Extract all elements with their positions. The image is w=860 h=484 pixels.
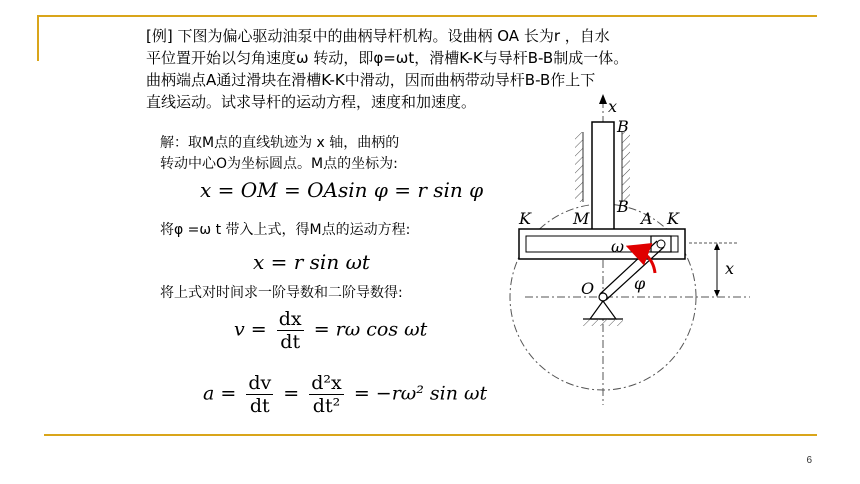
frame-top-border	[37, 15, 817, 17]
label-M: M	[573, 209, 590, 228]
frame-left-border	[37, 15, 39, 61]
equation-motion: x = r sin ωt	[253, 250, 370, 274]
label-K-left: K	[519, 209, 531, 228]
label-phi: φ	[634, 274, 646, 293]
pivot-support-triangle	[590, 301, 616, 319]
solution-line-3: 将φ =ω t 带入上式，得M点的运动方程:	[160, 222, 411, 238]
dimension-arrow-up	[714, 243, 720, 250]
dimension-arrow-down	[714, 290, 720, 297]
x-axis-arrow	[599, 94, 607, 104]
acceleration-numerator-2: d²x	[311, 372, 342, 394]
equals-sign: =	[283, 382, 300, 405]
pivot-O	[599, 293, 607, 301]
equation-acceleration	[203, 372, 487, 417]
solution-line-1: 解：取M点的直线轨迹为 x 轴，曲柄的	[160, 135, 400, 151]
label-omega: ω	[611, 237, 625, 256]
label-A: A	[641, 209, 653, 228]
label-B-top: B	[617, 117, 629, 136]
velocity-numerator: dx	[278, 308, 302, 330]
solution-line-4: 将上式对时间求一阶导数和二阶导数得:	[160, 285, 403, 301]
pivot-ground-hatch	[583, 319, 623, 326]
velocity-lhs: v =	[234, 318, 267, 341]
crank-guide-mechanism-diagram	[505, 90, 765, 420]
solution-line-2: 转动中心O为坐标圆点。M点的坐标为:	[160, 156, 398, 172]
equation-velocity	[234, 308, 427, 353]
acceleration-fraction-1	[246, 372, 273, 417]
acceleration-denominator-1: dt	[249, 395, 270, 417]
problem-line-2: 平位置开始以匀角速度ω 转动，即φ=ωt，滑槽K-K与导杆B-B制成一体。	[146, 49, 629, 67]
velocity-fraction	[277, 308, 304, 353]
frame-bottom-border	[44, 434, 817, 436]
problem-line-3: 曲柄端点A通过滑块在滑槽K-K中滑动，因而曲柄带动导杆B-B作上下	[146, 71, 596, 89]
label-x-top: x	[608, 97, 618, 116]
guide-hatch-right	[622, 132, 630, 202]
label-x-side: x	[725, 259, 735, 278]
guide-bar-BB	[592, 122, 614, 230]
problem-line-1: [例] 下图为偏心驱动油泵中的曲柄导杆机构。设曲柄 OA 长为r ，自水	[146, 27, 610, 45]
acceleration-denominator-2: dt²	[312, 395, 341, 417]
velocity-rhs: = rω cos ωt	[313, 318, 428, 341]
equation-position-geometry: x = OM = OAsin φ = r sin φ	[200, 178, 484, 202]
guide-hatch-left	[575, 132, 583, 202]
page-number: 6	[806, 455, 812, 466]
label-B-mid: B	[617, 197, 629, 216]
acceleration-rhs: = −rω² sin ωt	[353, 382, 488, 405]
problem-line-4: 直线运动。试求导杆的运动方程，速度和加速度。	[146, 93, 477, 111]
label-O: O	[581, 279, 595, 298]
acceleration-lhs: a =	[203, 382, 237, 405]
acceleration-numerator-1: dv	[248, 372, 272, 394]
label-K-right: K	[667, 209, 679, 228]
acceleration-fraction-2	[309, 372, 344, 417]
velocity-denominator: dt	[280, 331, 301, 353]
